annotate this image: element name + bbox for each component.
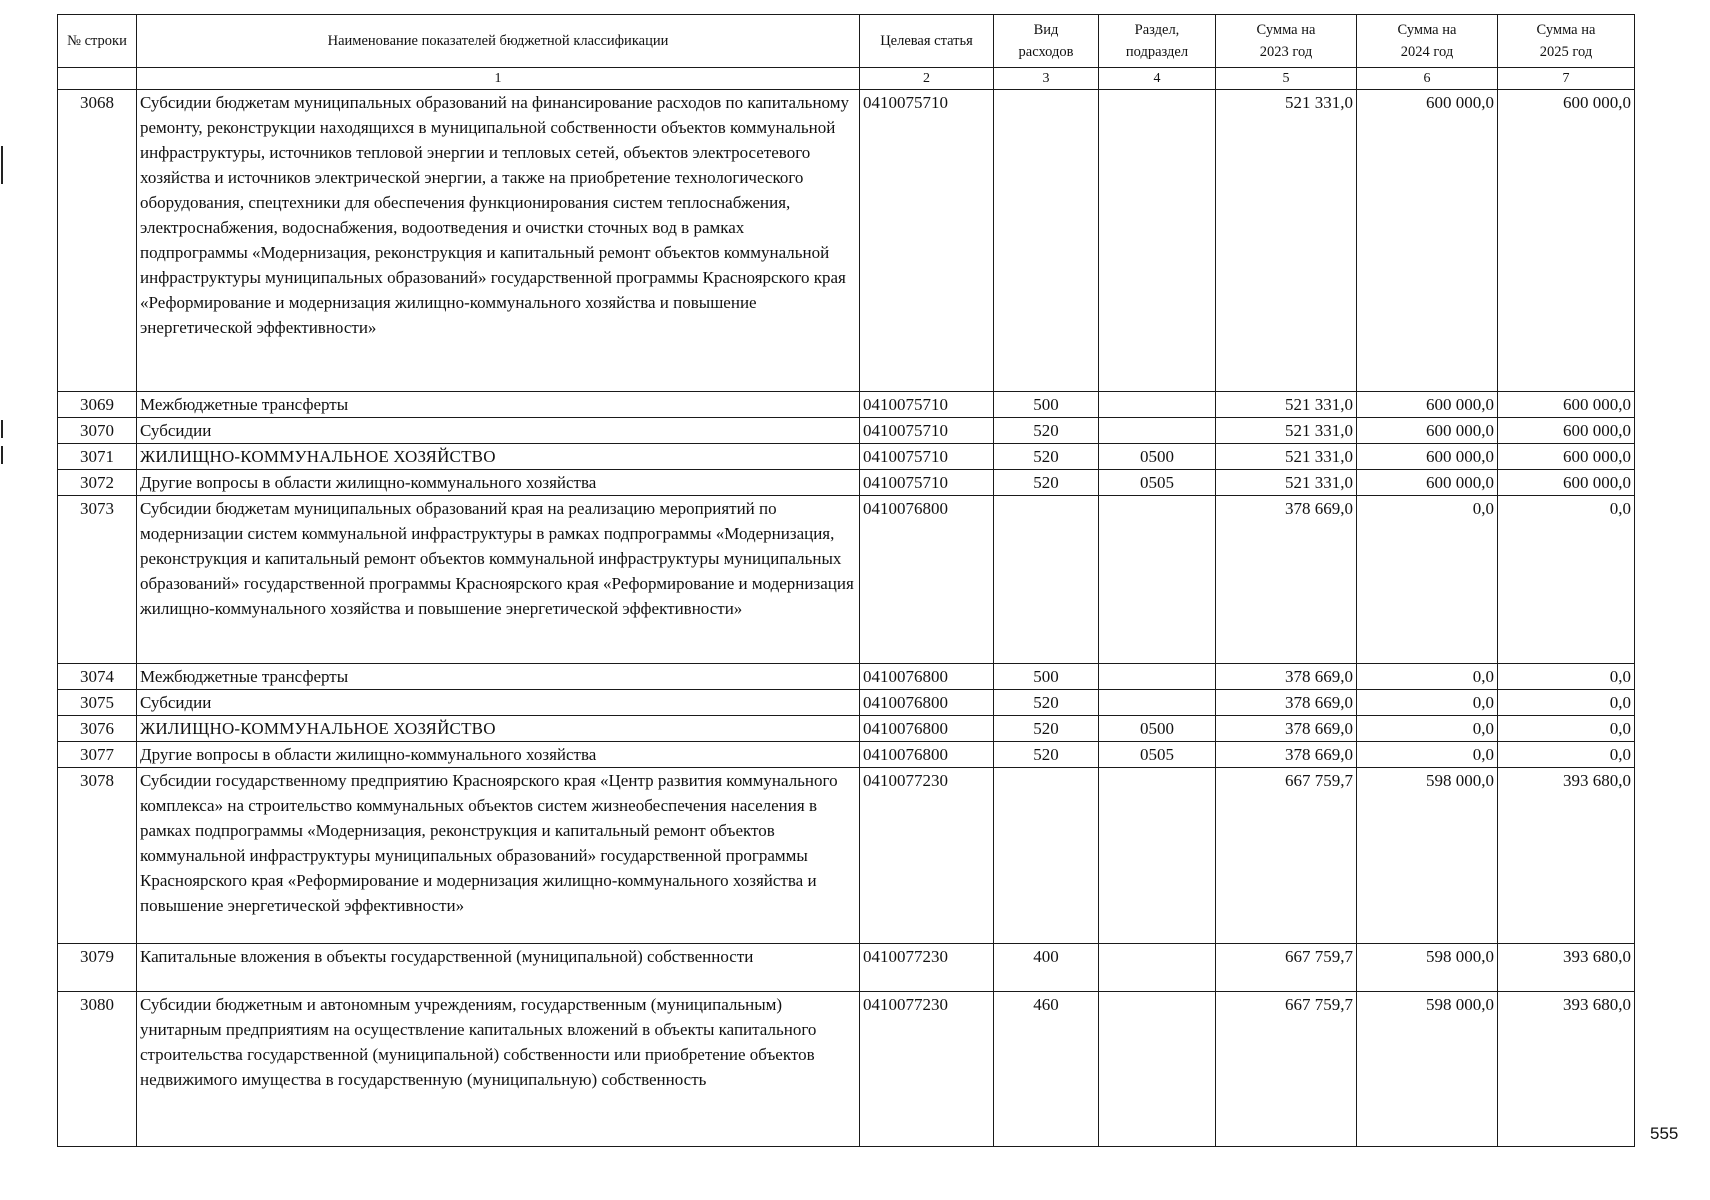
indicator-name: Другие вопросы в области жилищно-коммунального хозяйства <box>137 470 860 496</box>
header-name: Наименование показателей бюджетной классификации <box>137 15 860 68</box>
sum-2024: 0,0 <box>1357 690 1498 716</box>
table-row <box>58 444 1635 470</box>
header-row-no: № строки <box>58 15 137 68</box>
sum-2024: 0,0 <box>1357 664 1498 690</box>
indicator-name: Субсидии бюджетам муниципальных образований на финансирование расходов по капитальному ремонту, реконструкции находящихся в муниципальной собственности объектов коммунальной инфраструктуры, источников тепловой энергии и тепловых сетей, объектов электросетевого хозяйства и источников электрической энергии, а также на приобретение технологического оборудования, спецтехники для обеспечения функционирования систем теплоснабжения, электроснабжения, водоснабжения, водоотведения и очистки сточных вод в рамках подпрограммы «Модернизация, реконструкция и капитальный ремонт объектов коммунальной инфраструктуры муниципальных образований» государственной программы Красноярского края «Реформирование и модернизация жилищно-коммунального хозяйства и повышение энергетической эффективности» <box>137 90 860 392</box>
table-row <box>58 742 1635 768</box>
header-section-line: Раздел, <box>1134 22 1180 38</box>
row-number: 3077 <box>58 742 137 768</box>
indicator-name: ЖИЛИЩНО-КОММУНАЛЬНОЕ ХОЗЯЙСТВО <box>137 716 860 742</box>
sum-2024: 598 000,0 <box>1357 944 1498 992</box>
expense-type: 520 <box>994 690 1099 716</box>
sum-2025: 600 000,0 <box>1498 90 1635 392</box>
sum-2025: 600 000,0 <box>1498 444 1635 470</box>
indicator-name: Субсидии <box>137 418 860 444</box>
row-number: 3068 <box>58 90 137 392</box>
indicator-name: Субсидии бюджетам муниципальных образований края на реализацию мероприятий по модернизации систем коммунальной инфраструктуры в рамках подпрограммы «Модернизация, реконструкция и капитальный ремонт объектов коммунальной инфраструктуры муниципальных образований» государственной программы Красноярского края «Реформирование и модернизация жилищно-коммунального хозяйства и повышение энергетической эффективности» <box>137 496 860 664</box>
target-article: 0410076800 <box>860 690 994 716</box>
expense-type: 500 <box>994 664 1099 690</box>
sum-2024: 0,0 <box>1357 742 1498 768</box>
sum-2023: 378 669,0 <box>1216 742 1357 768</box>
sum-2025: 0,0 <box>1498 664 1635 690</box>
column-number: 2 <box>860 68 994 90</box>
indicator-name: Межбюджетные трансферты <box>137 664 860 690</box>
table-row <box>58 392 1635 418</box>
page-number: 555 <box>1650 1124 1679 1143</box>
header-sum-2024 <box>1357 15 1498 68</box>
row-number: 3079 <box>58 944 137 992</box>
margin-mark <box>1 146 3 184</box>
column-number <box>58 68 137 90</box>
header-expense-type <box>994 15 1099 68</box>
indicator-name: Субсидии <box>137 690 860 716</box>
sum-2023: 521 331,0 <box>1216 392 1357 418</box>
sum-2023: 378 669,0 <box>1216 690 1357 716</box>
column-number: 4 <box>1099 68 1216 90</box>
expense-type: 520 <box>994 716 1099 742</box>
target-article: 0410075710 <box>860 418 994 444</box>
header-sum-2024-line: 2024 год <box>1400 44 1454 60</box>
sum-2024: 600 000,0 <box>1357 444 1498 470</box>
section-subsection: 0505 <box>1099 470 1216 496</box>
sum-2023: 667 759,7 <box>1216 992 1357 1147</box>
section-subsection <box>1099 768 1216 944</box>
target-article: 0410075710 <box>860 392 994 418</box>
header-target-article: Целевая статья <box>860 15 994 68</box>
column-number: 7 <box>1498 68 1635 90</box>
table-row <box>58 418 1635 444</box>
row-number: 3076 <box>58 716 137 742</box>
indicator-name: Другие вопросы в области жилищно-коммунального хозяйства <box>137 742 860 768</box>
sum-2025: 393 680,0 <box>1498 768 1635 944</box>
header-sum-2024-line: Сумма на <box>1397 22 1457 38</box>
expense-type <box>994 90 1099 392</box>
sum-2024: 598 000,0 <box>1357 992 1498 1147</box>
margin-mark <box>1 446 3 464</box>
target-article: 0410075710 <box>860 470 994 496</box>
sum-2024: 600 000,0 <box>1357 90 1498 392</box>
expense-type: 520 <box>994 470 1099 496</box>
sum-2023: 378 669,0 <box>1216 496 1357 664</box>
indicator-name: Субсидии государственному предприятию Красноярского края «Центр развития коммунального комплекса» на строительство коммунальных объектов систем жизнеобеспечения населения в рамках подпрограммы «Модернизация, реконструкция и капитальный ремонт объектов коммунальной инфраструктуры муниципальных образований» государственной программы Красноярского края «Реформирование и модернизация жилищно-коммунального хозяйства и повышение энергетической эффективности» <box>137 768 860 944</box>
header-section <box>1099 15 1216 68</box>
section-subsection <box>1099 944 1216 992</box>
section-subsection <box>1099 90 1216 392</box>
table-row <box>58 496 1635 664</box>
sum-2023: 378 669,0 <box>1216 664 1357 690</box>
expense-type: 520 <box>994 418 1099 444</box>
expense-type <box>994 768 1099 944</box>
row-number: 3071 <box>58 444 137 470</box>
sum-2025: 393 680,0 <box>1498 992 1635 1147</box>
table-row <box>58 664 1635 690</box>
table-header <box>58 15 1635 90</box>
section-subsection <box>1099 690 1216 716</box>
section-subsection: 0500 <box>1099 444 1216 470</box>
header-sum-2025-line: Сумма на <box>1536 22 1596 38</box>
indicator-name: Капитальные вложения в объекты государственной (муниципальной) собственности <box>137 944 860 992</box>
header-expense-type-line: Вид <box>1033 22 1059 38</box>
expense-type: 500 <box>994 392 1099 418</box>
header-expense-type-line: расходов <box>1018 44 1074 60</box>
section-subsection <box>1099 664 1216 690</box>
target-article: 0410076800 <box>860 742 994 768</box>
target-article: 0410077230 <box>860 992 994 1147</box>
sum-2023: 667 759,7 <box>1216 768 1357 944</box>
target-article: 0410077230 <box>860 944 994 992</box>
sum-2024: 0,0 <box>1357 496 1498 664</box>
table-row <box>58 768 1635 944</box>
table-row <box>58 992 1635 1147</box>
row-number: 3070 <box>58 418 137 444</box>
sum-2025: 600 000,0 <box>1498 470 1635 496</box>
row-number: 3075 <box>58 690 137 716</box>
target-article: 0410075710 <box>860 444 994 470</box>
sum-2025: 600 000,0 <box>1498 418 1635 444</box>
row-number: 3072 <box>58 470 137 496</box>
sum-2023: 521 331,0 <box>1216 470 1357 496</box>
sum-2023: 521 331,0 <box>1216 90 1357 392</box>
expense-type: 520 <box>994 444 1099 470</box>
section-subsection <box>1099 496 1216 664</box>
expense-type: 460 <box>994 992 1099 1147</box>
target-article: 0410076800 <box>860 716 994 742</box>
indicator-name: Субсидии бюджетным и автономным учреждениям, государственным (муниципальным) унитарным предприятиям на осуществление капитальных вложений в объекты капитального строительства государственной (муниципальной) собственности или приобретение объектов недвижимого имущества в государственную (муниципальную) собственность <box>137 992 860 1147</box>
header-sum-2023-line: Сумма на <box>1256 22 1316 38</box>
sum-2024: 600 000,0 <box>1357 392 1498 418</box>
budget-classification-table <box>57 14 1635 1147</box>
row-number: 3069 <box>58 392 137 418</box>
header-sum-2023-line: 2023 год <box>1259 44 1313 60</box>
table-row <box>58 716 1635 742</box>
target-article: 0410076800 <box>860 496 994 664</box>
header-section-line: подраздел <box>1125 44 1189 60</box>
sum-2025: 0,0 <box>1498 742 1635 768</box>
sum-2024: 600 000,0 <box>1357 418 1498 444</box>
sum-2025: 0,0 <box>1498 716 1635 742</box>
sum-2025: 393 680,0 <box>1498 944 1635 992</box>
sum-2024: 598 000,0 <box>1357 768 1498 944</box>
expense-type: 400 <box>994 944 1099 992</box>
sum-2024: 600 000,0 <box>1357 470 1498 496</box>
margin-mark <box>1 420 3 438</box>
section-subsection: 0505 <box>1099 742 1216 768</box>
section-subsection <box>1099 418 1216 444</box>
column-number: 6 <box>1357 68 1498 90</box>
table-row <box>58 690 1635 716</box>
column-number: 1 <box>137 68 860 90</box>
section-subsection: 0500 <box>1099 716 1216 742</box>
table-row <box>58 90 1635 392</box>
target-article: 0410077230 <box>860 768 994 944</box>
table-row <box>58 470 1635 496</box>
sum-2023: 378 669,0 <box>1216 716 1357 742</box>
table-body <box>58 90 1635 1147</box>
header-sum-2025 <box>1498 15 1635 68</box>
column-number: 3 <box>994 68 1099 90</box>
expense-type: 520 <box>994 742 1099 768</box>
indicator-name: ЖИЛИЩНО-КОММУНАЛЬНОЕ ХОЗЯЙСТВО <box>137 444 860 470</box>
column-number-row <box>58 68 1635 90</box>
target-article: 0410076800 <box>860 664 994 690</box>
sum-2025: 600 000,0 <box>1498 392 1635 418</box>
section-subsection <box>1099 992 1216 1147</box>
row-number: 3074 <box>58 664 137 690</box>
header-sum-2025-line: 2025 год <box>1539 44 1593 60</box>
row-number: 3080 <box>58 992 137 1147</box>
section-subsection <box>1099 392 1216 418</box>
sum-2025: 0,0 <box>1498 690 1635 716</box>
target-article: 0410075710 <box>860 90 994 392</box>
expense-type <box>994 496 1099 664</box>
indicator-name: Межбюджетные трансферты <box>137 392 860 418</box>
column-number: 5 <box>1216 68 1357 90</box>
sum-2024: 0,0 <box>1357 716 1498 742</box>
table-row <box>58 944 1635 992</box>
header-sum-2023 <box>1216 15 1357 68</box>
row-number: 3078 <box>58 768 137 944</box>
sum-2023: 521 331,0 <box>1216 444 1357 470</box>
sum-2023: 521 331,0 <box>1216 418 1357 444</box>
header-row <box>58 15 1635 68</box>
sum-2025: 0,0 <box>1498 496 1635 664</box>
sum-2023: 667 759,7 <box>1216 944 1357 992</box>
row-number: 3073 <box>58 496 137 664</box>
